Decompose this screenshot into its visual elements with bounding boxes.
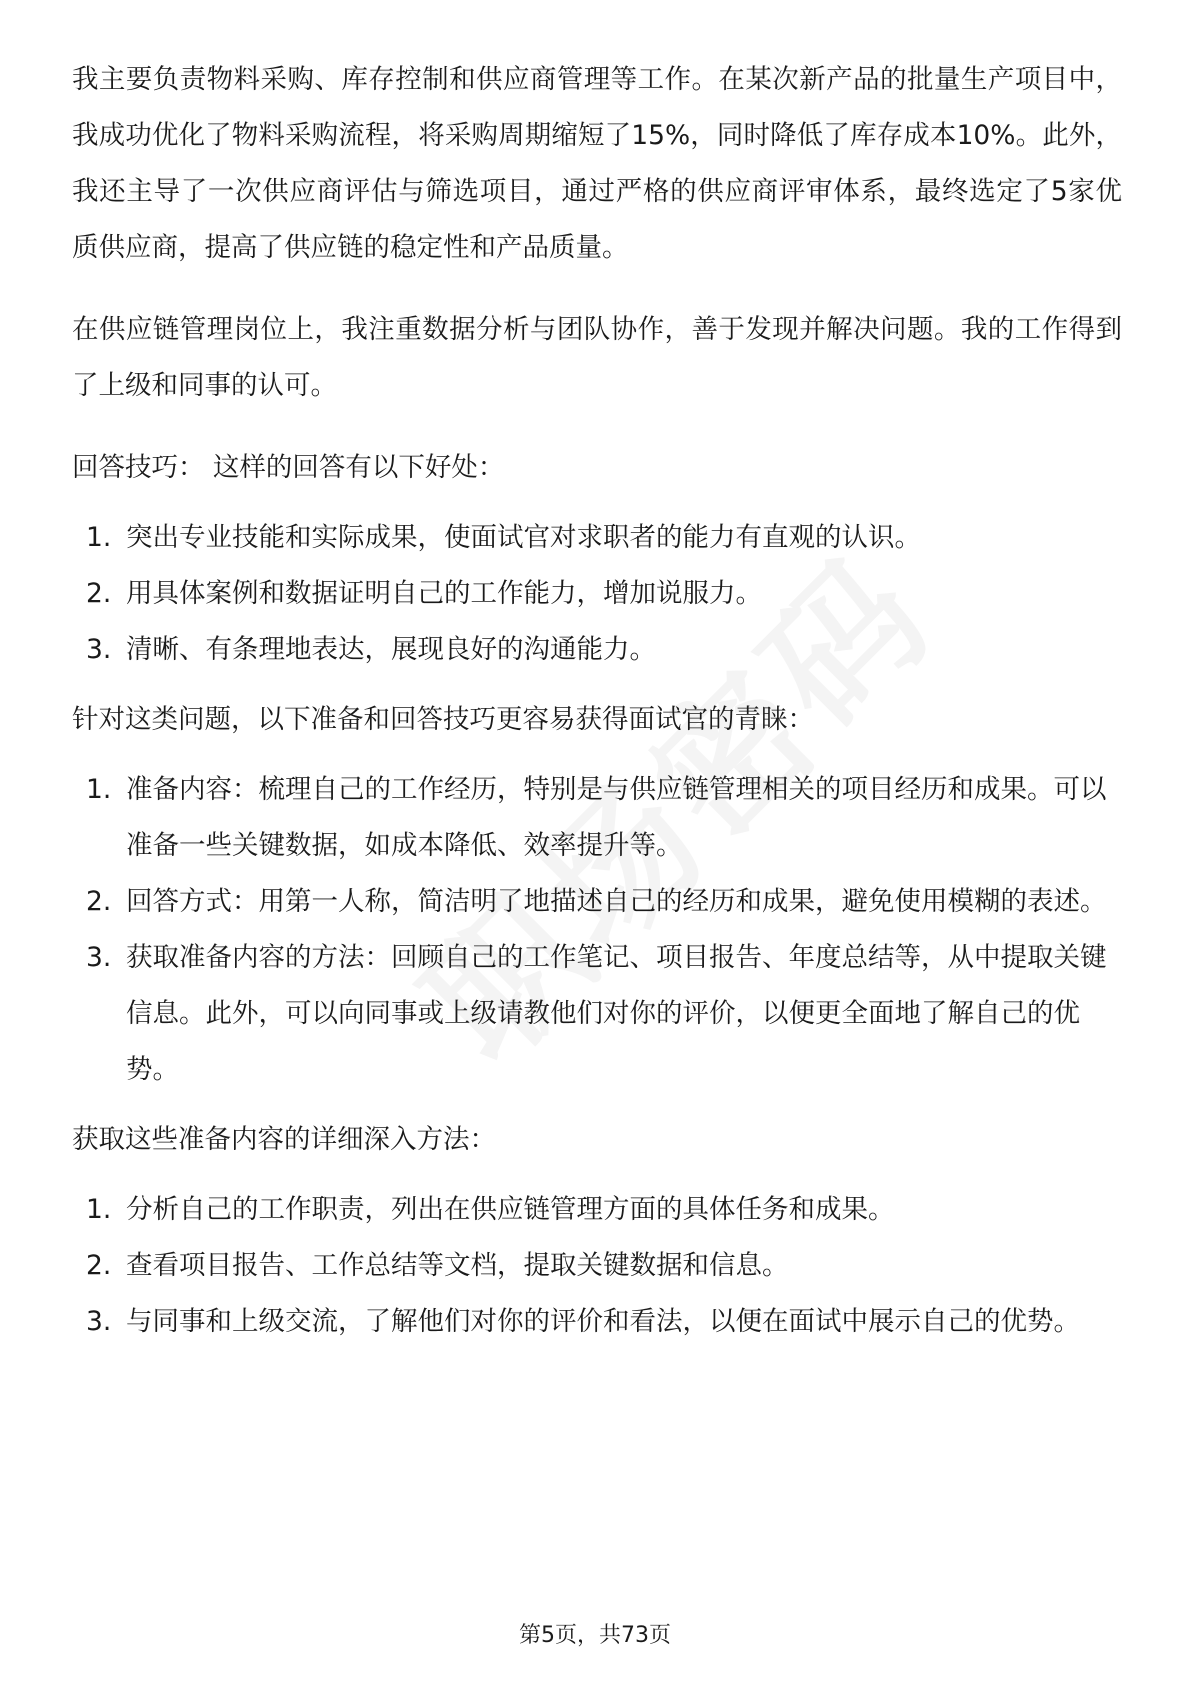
paragraph-tips-heading: 回答技巧： 这样的回答有以下好处： <box>72 452 505 483</box>
list-item-text: 查看项目报告、工作总结等文档，提取关键数据和信息。 <box>126 1250 789 1281</box>
list-number: 2. <box>86 578 112 609</box>
paragraph-summary: 在供应链管理岗位上，我注重数据分析与团队协作，善于发现并解决问题。我的工作得到了上级和同事的认可。 <box>72 314 1122 401</box>
list-number: 3. <box>86 1306 112 1337</box>
list-number: 1. <box>86 774 112 805</box>
list-item-text: 突出专业技能和实际成果，使面试官对求职者的能力有直观的认识。 <box>126 522 921 553</box>
page-number: 第5页，共73页 <box>519 1623 671 1648</box>
list-item <box>72 622 1122 678</box>
tips-list <box>72 510 1122 678</box>
list-item-text: 获取准备内容的方法：回顾自己的工作笔记、项目报告、年度总结等，从中提取关键信息。此外，可以向同事或上级请教他们对你的评价，以便更全面地了解自己的优势。 <box>126 942 1107 1085</box>
list-item <box>72 874 1122 930</box>
list-item-text: 回答方式：用第一人称，简洁明了地描述自己的经历和成果，避免使用模糊的表述。 <box>126 886 1107 917</box>
list-item <box>72 1238 1122 1294</box>
list-item-text: 与同事和上级交流，了解他们对你的评价和看法，以便在面试中展示自己的优势。 <box>126 1306 1080 1337</box>
paragraph-experience: 我主要负责物料采购、库存控制和供应商管理等工作。在某次新产品的批量生产项目中，我成功优化了物料采购流程，将采购周期缩短了15%，同时降低了库存成本10%。此外，我还主导了一次供应商评估与筛选项目，通过严格的供应商评审体系，最终选定了5家优质供应商，提高了供应链的稳定性和产品质量。 <box>72 64 1122 263</box>
list-item-text: 清晰、有条理地表达，展现良好的沟通能力。 <box>126 634 656 665</box>
list-number: 3. <box>86 634 112 665</box>
list-number: 1. <box>86 522 112 553</box>
prep-list <box>72 762 1122 1098</box>
list-item <box>72 930 1122 1098</box>
list-item <box>72 1182 1122 1238</box>
paragraph-method-heading: 获取这些准备内容的详细深入方法： <box>72 1124 496 1155</box>
method-list <box>72 1182 1122 1350</box>
list-item <box>72 762 1122 874</box>
list-number: 2. <box>86 886 112 917</box>
list-number: 3. <box>86 942 112 973</box>
list-number: 2. <box>86 1250 112 1281</box>
page-footer <box>0 1618 1190 1649</box>
document-content <box>72 52 1122 1350</box>
list-item <box>72 1294 1122 1350</box>
list-item-text: 准备内容：梳理自己的工作经历，特别是与供应链管理相关的项目经历和成果。可以准备一些关键数据，如成本降低、效率提升等。 <box>126 774 1107 861</box>
paragraph-prep-heading: 针对这类问题，以下准备和回答技巧更容易获得面试官的青睐： <box>72 704 814 735</box>
list-number: 1. <box>86 1194 112 1225</box>
list-item-text: 用具体案例和数据证明自己的工作能力，增加说服力。 <box>126 578 762 609</box>
list-item <box>72 510 1122 566</box>
list-item-text: 分析自己的工作职责，列出在供应链管理方面的具体任务和成果。 <box>126 1194 895 1225</box>
list-item <box>72 566 1122 622</box>
